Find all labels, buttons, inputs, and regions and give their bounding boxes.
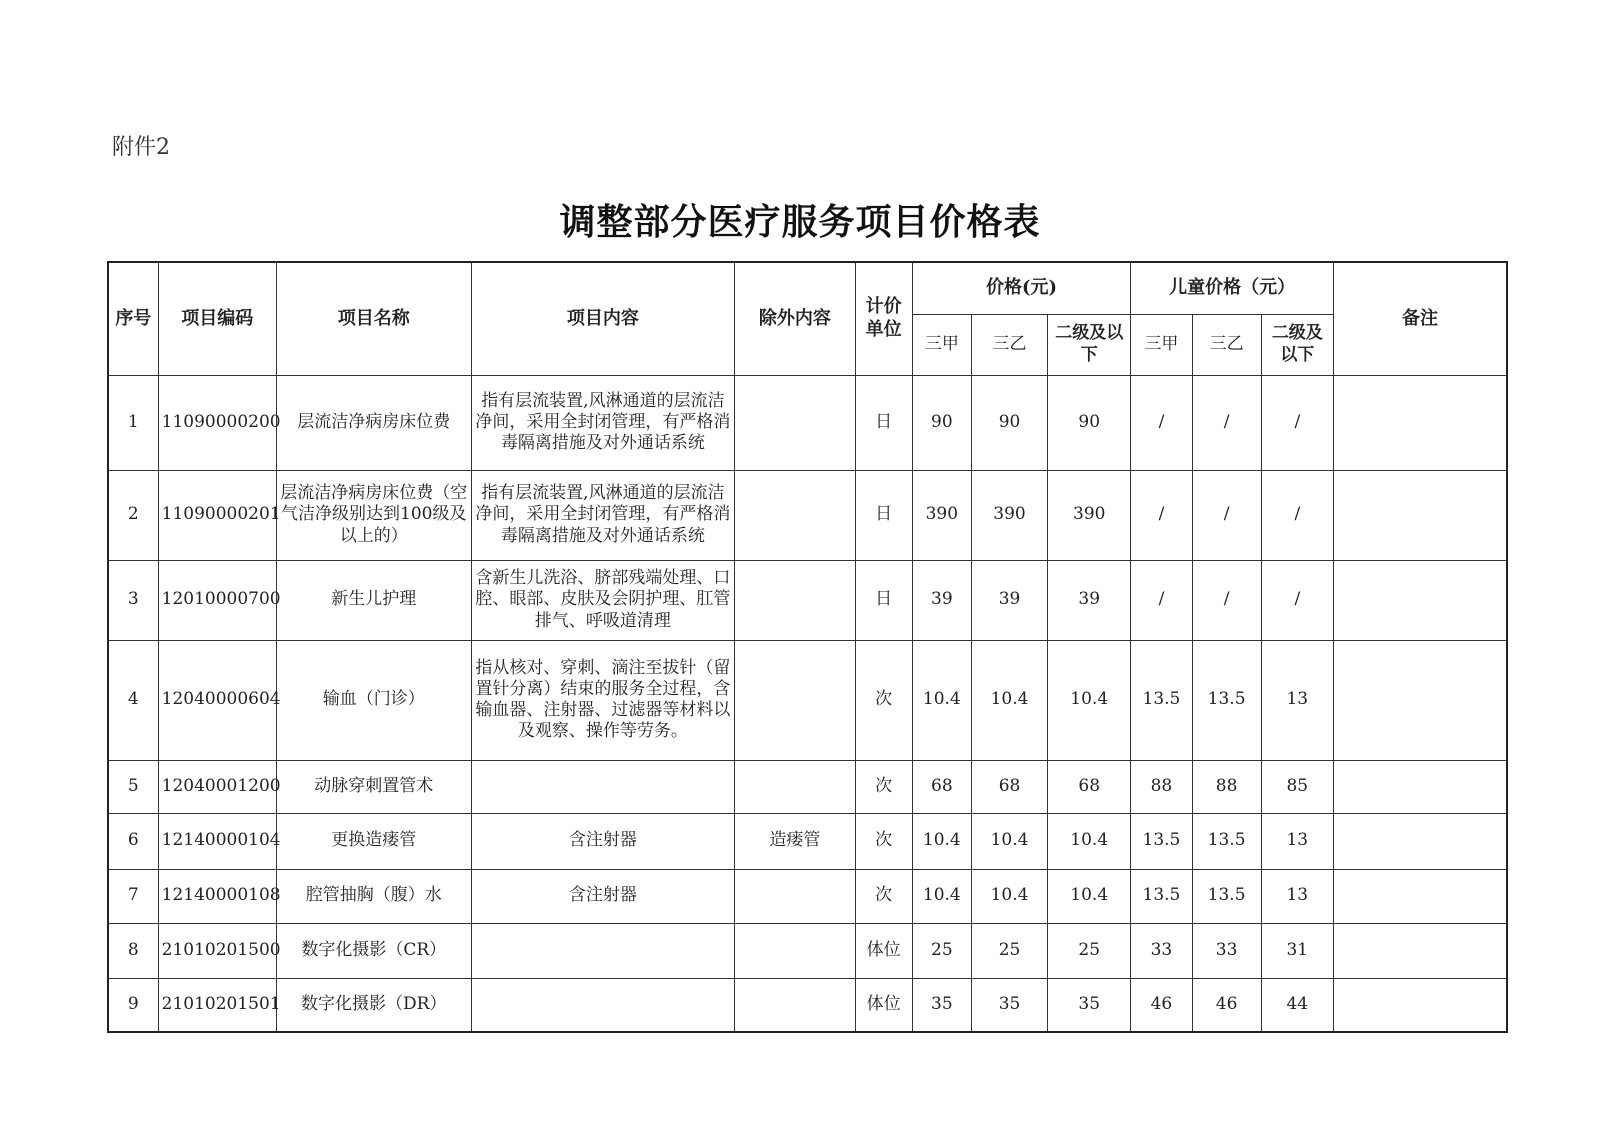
- cell-code: 12140000108: [158, 869, 276, 923]
- cell-unit: 体位: [855, 923, 912, 978]
- cell-price-a: 390: [912, 470, 971, 560]
- cell-price-b: 35: [971, 978, 1047, 1032]
- cell-seq: 6: [108, 813, 158, 869]
- cell-unit: 日: [855, 560, 912, 640]
- cell-code: 11090000200: [158, 375, 276, 470]
- cell-code: 11090000201: [158, 470, 276, 560]
- cell-unit: 体位: [855, 978, 912, 1032]
- table-row: [108, 978, 1507, 1032]
- cell-seq: 9: [108, 978, 158, 1032]
- cell-price-b: 10.4: [971, 640, 1047, 760]
- cell-content: [471, 978, 735, 1032]
- cell-name: 输血（门诊）: [276, 640, 471, 760]
- cell-child-price-a: /: [1131, 470, 1192, 560]
- cell-price-c: 10.4: [1048, 640, 1131, 760]
- cell-name: 动脉穿刺置管术: [276, 760, 471, 813]
- cell-price-a: 25: [912, 923, 971, 978]
- cell-price-b: 39: [971, 560, 1047, 640]
- cell-child-price-a: /: [1131, 560, 1192, 640]
- cell-seq: 1: [108, 375, 158, 470]
- price-table: [107, 261, 1508, 1033]
- cell-child-price-a: 13.5: [1131, 813, 1192, 869]
- cell-exclusion: [735, 869, 855, 923]
- header-exclusion: 除外内容: [735, 262, 855, 375]
- cell-price-c: 68: [1048, 760, 1131, 813]
- cell-remark: [1333, 978, 1507, 1032]
- cell-code: 12140000104: [158, 813, 276, 869]
- cell-child-price-b: /: [1192, 470, 1261, 560]
- cell-child-price-b: 13.5: [1192, 869, 1261, 923]
- cell-child-price-a: 13.5: [1131, 869, 1192, 923]
- header-code: 项目编码: [158, 262, 276, 375]
- cell-remark: [1333, 869, 1507, 923]
- cell-price-b: 10.4: [971, 869, 1047, 923]
- header-child-price-col: 三乙: [1192, 314, 1261, 375]
- cell-price-a: 35: [912, 978, 971, 1032]
- header-child-price-group: 儿童价格（元）: [1131, 262, 1334, 314]
- header-name: 项目名称: [276, 262, 471, 375]
- cell-price-c: 10.4: [1048, 813, 1131, 869]
- cell-unit: 次: [855, 869, 912, 923]
- cell-seq: 5: [108, 760, 158, 813]
- cell-name: 数字化摄影（CR）: [276, 923, 471, 978]
- cell-exclusion: [735, 375, 855, 470]
- cell-remark: [1333, 560, 1507, 640]
- cell-child-price-c: /: [1261, 560, 1333, 640]
- cell-remark: [1333, 470, 1507, 560]
- cell-content: 指有层流装置,风淋通道的层流洁净间，采用全封闭管理，有严格消毒隔离措施及对外通话系统: [471, 470, 735, 560]
- cell-price-c: 10.4: [1048, 869, 1131, 923]
- cell-child-price-c: 44: [1261, 978, 1333, 1032]
- table-row: [108, 813, 1507, 869]
- cell-child-price-c: /: [1261, 470, 1333, 560]
- table-row: [108, 470, 1507, 560]
- cell-code: 12010000700: [158, 560, 276, 640]
- cell-price-b: 90: [971, 375, 1047, 470]
- cell-code: 21010201501: [158, 978, 276, 1032]
- cell-name: 层流洁净病房床位费（空气洁净级别达到100级及以上的）: [276, 470, 471, 560]
- cell-price-a: 68: [912, 760, 971, 813]
- cell-unit: 日: [855, 375, 912, 470]
- cell-exclusion: 造瘘管: [735, 813, 855, 869]
- cell-price-c: 390: [1048, 470, 1131, 560]
- cell-price-b: 10.4: [971, 813, 1047, 869]
- header-content: 项目内容: [471, 262, 735, 375]
- cell-child-price-c: 85: [1261, 760, 1333, 813]
- cell-name: 层流洁净病房床位费: [276, 375, 471, 470]
- header-price-group: 价格(元): [912, 262, 1131, 314]
- header-remark: 备注: [1333, 262, 1507, 375]
- cell-price-c: 39: [1048, 560, 1131, 640]
- table-row: [108, 760, 1507, 813]
- cell-child-price-b: /: [1192, 560, 1261, 640]
- cell-exclusion: [735, 978, 855, 1032]
- header-price-col: 三甲: [912, 314, 971, 375]
- cell-child-price-a: 88: [1131, 760, 1192, 813]
- cell-code: 21010201500: [158, 923, 276, 978]
- cell-price-a: 10.4: [912, 869, 971, 923]
- cell-child-price-c: 31: [1261, 923, 1333, 978]
- cell-exclusion: [735, 640, 855, 760]
- cell-name: 更换造瘘管: [276, 813, 471, 869]
- cell-child-price-b: 88: [1192, 760, 1261, 813]
- cell-price-c: 35: [1048, 978, 1131, 1032]
- cell-unit: 次: [855, 813, 912, 869]
- cell-child-price-b: 13.5: [1192, 640, 1261, 760]
- cell-content: 含注射器: [471, 813, 735, 869]
- cell-content: 指有层流装置,风淋通道的层流洁净间，采用全封闭管理，有严格消毒隔离措施及对外通话系统: [471, 375, 735, 470]
- cell-price-a: 39: [912, 560, 971, 640]
- cell-price-a: 90: [912, 375, 971, 470]
- cell-child-price-b: /: [1192, 375, 1261, 470]
- cell-name: 数字化摄影（DR）: [276, 978, 471, 1032]
- cell-content: 指从核对、穿刺、滴注至拔针（留置针分离）结束的服务全过程，含输血器、注射器、过滤器等材料以及观察、操作等劳务。: [471, 640, 735, 760]
- header-unit: 计价单位: [855, 262, 912, 375]
- cell-price-b: 25: [971, 923, 1047, 978]
- cell-seq: 7: [108, 869, 158, 923]
- cell-remark: [1333, 760, 1507, 813]
- cell-unit: 次: [855, 640, 912, 760]
- cell-seq: 3: [108, 560, 158, 640]
- document-title: 调整部分医疗服务项目价格表: [559, 201, 1041, 243]
- cell-remark: [1333, 923, 1507, 978]
- cell-child-price-c: 13: [1261, 640, 1333, 760]
- cell-child-price-b: 13.5: [1192, 813, 1261, 869]
- cell-remark: [1333, 375, 1507, 470]
- cell-remark: [1333, 640, 1507, 760]
- table-row: [108, 923, 1507, 978]
- cell-name: 新生儿护理: [276, 560, 471, 640]
- cell-child-price-a: 13.5: [1131, 640, 1192, 760]
- cell-child-price-a: /: [1131, 375, 1192, 470]
- header-price-col: 二级及以下: [1048, 314, 1131, 375]
- header-child-price-col: 三甲: [1131, 314, 1192, 375]
- cell-seq: 4: [108, 640, 158, 760]
- cell-content: 含注射器: [471, 869, 735, 923]
- cell-content: 含新生儿洗浴、脐部残端处理、口腔、眼部、皮肤及会阴护理、肛管排气、呼吸道清理: [471, 560, 735, 640]
- cell-seq: 2: [108, 470, 158, 560]
- table-row: [108, 560, 1507, 640]
- cell-exclusion: [735, 560, 855, 640]
- cell-code: 12040000604: [158, 640, 276, 760]
- cell-price-c: 25: [1048, 923, 1131, 978]
- cell-exclusion: [735, 760, 855, 813]
- header-child-price-col: 二级及以下: [1261, 314, 1333, 375]
- header-seq: 序号: [108, 262, 158, 375]
- table-row: [108, 869, 1507, 923]
- cell-child-price-c: 13: [1261, 813, 1333, 869]
- table-row: [108, 640, 1507, 760]
- cell-remark: [1333, 813, 1507, 869]
- cell-child-price-b: 33: [1192, 923, 1261, 978]
- cell-content: [471, 760, 735, 813]
- cell-unit: 次: [855, 760, 912, 813]
- cell-price-a: 10.4: [912, 640, 971, 760]
- cell-price-a: 10.4: [912, 813, 971, 869]
- cell-price-b: 68: [971, 760, 1047, 813]
- cell-child-price-c: 13: [1261, 869, 1333, 923]
- cell-code: 12040001200: [158, 760, 276, 813]
- cell-unit: 日: [855, 470, 912, 560]
- cell-content: [471, 923, 735, 978]
- cell-seq: 8: [108, 923, 158, 978]
- attachment-label: 附件2: [112, 135, 170, 160]
- cell-child-price-a: 33: [1131, 923, 1192, 978]
- cell-child-price-b: 46: [1192, 978, 1261, 1032]
- header-price-col: 三乙: [971, 314, 1047, 375]
- table-row: [108, 375, 1507, 470]
- cell-child-price-c: /: [1261, 375, 1333, 470]
- cell-exclusion: [735, 923, 855, 978]
- cell-child-price-a: 46: [1131, 978, 1192, 1032]
- cell-price-b: 390: [971, 470, 1047, 560]
- cell-exclusion: [735, 470, 855, 560]
- cell-name: 腔管抽胸（腹）水: [276, 869, 471, 923]
- cell-price-c: 90: [1048, 375, 1131, 470]
